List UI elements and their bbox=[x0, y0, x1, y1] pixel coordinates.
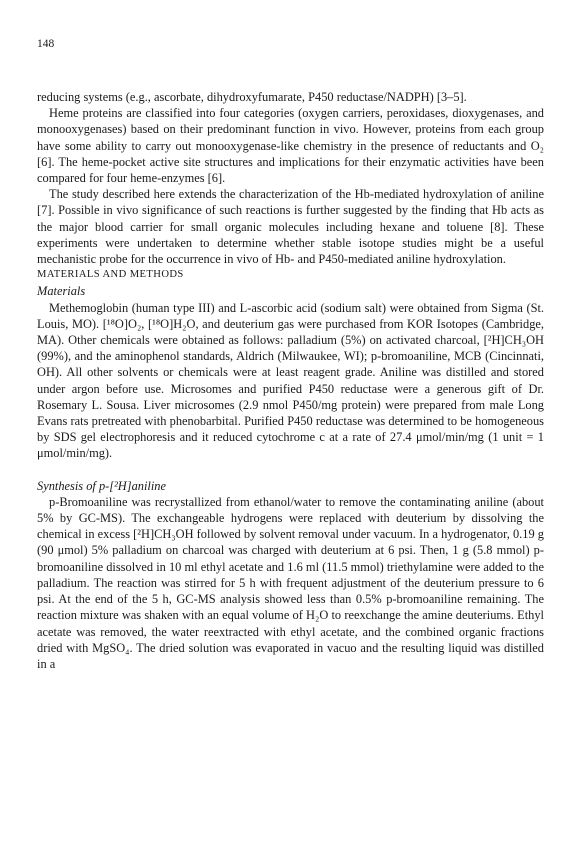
body-text bbox=[37, 89, 544, 672]
paragraph-reducing-systems: reducing systems (e.g., ascorbate, dihydroxyfumarate, P450 reductase/NADPH) [3–5]. bbox=[37, 90, 467, 104]
subheading-materials: Materials bbox=[37, 284, 86, 299]
paragraph-synthesis: p-Bromoaniline was recrystallized from ethanol/water to remove the contaminating aniline (about 5% by GC-MS). The exchangeable hydrogens were replaced with deuterium by dissolving the chemical in excess [²H]CH₃OH followed by solvent removal under vacuum. In a hydrogenator, 0.19 g (90 μmol) 5% palladium on charcoal was charged with deuterium at 6 psi. Then, 1 g (5.8 mmol) p-bromoaniline dissolved in 10 ml ethyl acetate and 1.6 ml (11.5 mmol) triethylamine were added to the palladium. The reaction was stirred for 5 h with frequent adjustment of the deuterium pressure to 6 psi. At the end of the 5 h, GC-MS analysis showed less than 0.5% p-bromoaniline remaining. The reaction mixture was shaken with an equal volume of H₂O to reexchange the amine deuteriums. Ethyl acetate was removed, the water reextracted with ethyl acetate, and the combined organic fractions dried with MgSO₄. The dried solution was evaporated in vacuo and the resulting liquid was distilled in a bbox=[37, 494, 544, 671]
page-number: 148 bbox=[37, 38, 55, 50]
section-heading-materials-and-methods: MATERIALS AND METHODS bbox=[37, 269, 184, 281]
paragraph-heme-proteins: Heme proteins are classified into four categories (oxygen carriers, peroxidases, dioxygenases, and monooxygenases) based on their predominant function in vivo. However, proteins from each group have some ability to carry out monooxygenase-like chemistry in the presence of reductants and O₂ [6]. The heme-pocket active site structures and implications for their enzymatic activities have been compared for four heme-enzymes [6]. bbox=[37, 106, 544, 186]
paragraph-study-description: The study described here extends the characterization of the Hb-mediated hydroxylation of aniline [7]. Possible in vivo significance of such reactions is further suggested by the finding that Hb acts as the major blood carrier for small organic molecules including hexane and toluene [8]. These experiments were undertaken to determine whether stable isotope studies might be a useful mechanistic probe for the occurrence in vivo of Hb- and P450-mediated aniline hydroxylation. bbox=[37, 187, 544, 267]
subheading-synthesis: Synthesis of p-[²H]aniline bbox=[37, 478, 166, 493]
paragraph-materials: Methemoglobin (human type III) and L-ascorbic acid (sodium salt) were obtained from Sigma (St. Louis, MO). [¹⁸O]O₂, [¹⁸O]H₂O, and deuterium gas were purchased from KOR Isotopes (Cambridge, MA). Other chemicals were obtained as follows: palladium (5%) on activated charcoal, [²H]CH₃OH (99%), and the aminophenol standards, Aldrich (Milwaukee, WI); p-bromoaniline, MCB (Cincinnati, OH). All other solvents or chemicals were at least reagent grade. Aniline was distilled and stored under argon before use. Microsomes and purified P450 reductase were a generous gift of Dr. Rosemary L. Sousa. Liver microsomes (2.9 nmol P450/mg protein) were prepared from male Long Evans rats pretreated with phenobarbital. Purified P450 reductase was determined to be homogeneous by SDS gel electrophoresis and it reduced cytochrome c at a rate of 27.4 μmol/min/mg (1 unit = 1 μmol/min/mg). bbox=[37, 300, 544, 461]
